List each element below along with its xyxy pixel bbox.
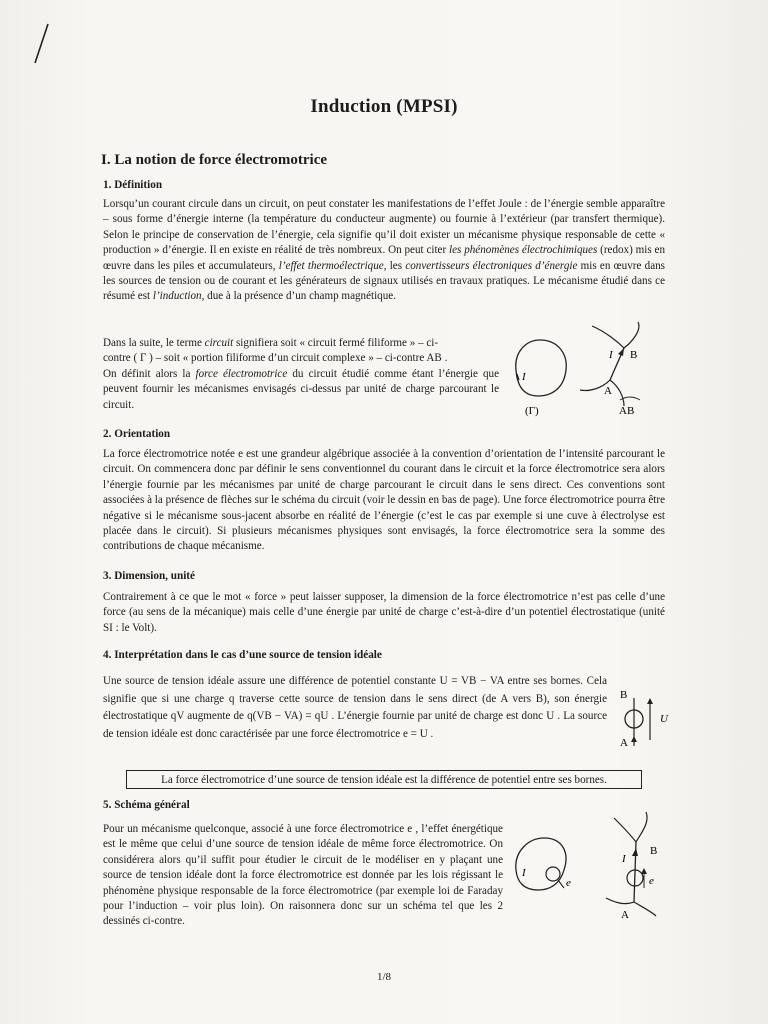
portion-current-label: I [609, 349, 613, 361]
definition-run-8: , due à la présence d’un champ magnétique. [201, 290, 396, 303]
definition-run-6: mis en œuvre dans les sources de tension ou de courant et les générateurs de signaux utilisés en travaux pratiques. Le mécanisme étudié dans ce résumé est [103, 259, 665, 303]
section-1-title: I. La notion de force électromotrice [101, 152, 328, 168]
point-a-label: A [621, 909, 629, 920]
current-arrow-icon [631, 736, 637, 742]
current-label: I [522, 371, 526, 383]
portion-current-label: I [622, 853, 626, 865]
circuit-def-run-0: Dans la suite, le terme [103, 337, 205, 349]
definition-run-3: l’effet thermoélectrique [278, 259, 384, 272]
document-title: Induction (MPSI) [310, 96, 458, 117]
portion-emf-label: e [649, 875, 654, 887]
general-scheme-figure [506, 808, 686, 920]
ideal-source-paragraph: Une source de tension idéale assure une différence de potentiel constante U = VB − VA entre ses bornes. Cela signifie que si une charge q traverse cette source de tension dans le sens direct (de A vers B), son énergie électrostatique qV augmente de q(VB − VA) = qU . L’énergie fournie par unité de charge est donc U . La source de tension idéale est donc caractérisée par une force électromotrice e = U . [103, 675, 607, 740]
arrow-head-icon [618, 348, 624, 356]
emf-def-run-0: On définit alors la [103, 368, 196, 380]
emf-def-run-1: force électromotrice [195, 368, 288, 380]
definition-run-5: convertisseurs électroniques d’énergie [405, 259, 578, 272]
definition-run-2: (redox) mis en œuvre dans les piles et accumulateurs, [103, 244, 666, 272]
loop-current-label: I [522, 867, 526, 879]
definition-run-4: , les [383, 259, 406, 272]
general-scheme-paragraph: Pour un mécanisme quelconque, associé à une force électromotrice e , l’effet énergétique est le même que celui d’une source de tension idéale de même force électromotrice. On considérera alors qu’il suffit pour étudier le circuit de le modéliser en y plaçant une source de tension idéale dont la force électromotrice est donnée par les lois régissant le phénomène physique responsable de la force électromotrice (par exemple loi de Faraday pour l’induction – voir plus loin). On raisonnera donc sur un schéma tel que les 2 dessinés ci-contre. [103, 823, 503, 928]
closed-circuit-loop [516, 340, 566, 396]
definition-paragraph [103, 197, 665, 305]
subsection-5-title: 5. Schéma général [103, 799, 190, 811]
gamma-label: (Γ) [525, 405, 539, 417]
subsection-4-title: 4. Interprétation dans le cas d’une source de tension idéale [103, 649, 382, 661]
terminal-b-label: B [620, 689, 628, 701]
key-statement-box: La force électromotrice d’une source de tension idéale est la différence de potentiel entre ses bornes. [126, 770, 642, 789]
closed-circuit-and-portion-figure [502, 318, 682, 422]
page-number: 1/8 [376, 971, 392, 983]
subsection-3-title: 3. Dimension, unité [103, 570, 195, 582]
source-circle [546, 867, 560, 881]
arc-ab-label: AB [619, 405, 635, 417]
emf-definition-paragraph [103, 367, 499, 413]
arrow-head-icon [632, 848, 638, 856]
point-b-label: B [630, 349, 638, 361]
orientation-paragraph: La force électromotrice notée e est une grandeur algébrique associée à la convention d’orientation de l’intensité parcourant le circuit. On commencera donc par définir le sens conventionnel du courant dans le circuit et la force électromotrice sera alors l’énergie fournie par les mécanismes par unité de charge parcourant le circuit dans le sens direct. Ces conventions sont associées à la présence de flèches sur le schéma du circuit (voir le dessin en bas de page). Une force électromotrice pourra être négative si le mécanisme sous-jacent absorbe en réalité de l’énergie (c’est le cas par exemple si une cuve à électrolyse est placée dans le circuit). Si plusieurs mécanismes physiques sont envisagés, la force électromotrice sera la somme des contributions de chaque mécanisme. [103, 448, 665, 553]
point-b-label: B [650, 845, 658, 857]
emf-def-run-2: du circuit étudié comme étant l’énergie que peuvent fournir les mécanismes envisagés ci-dessus par unité de charge parcourant le circuit. [103, 368, 499, 411]
definition-run-0: Lorsqu’un courant circule dans un circuit, on peut constater les manifestations de l’effet Joule : de l’énergie semble apparaître – sous forme d’énergie interne (la température du conducteur augmente) ou fournie à l’extérieur (par transfert thermique). Selon le principe de conservation de l’énergie, cela signifie qu’il doit exister un mécanisme physique responsable de cette « production » d’énergie. Il en existe en réalité de très nombreux. On peut citer [103, 198, 665, 257]
circuit-definition-line-2: contre ( Γ ) – soit « portion filiforme d’un circuit complexe » – ci-contre AB . [103, 352, 448, 364]
voltage-label: U [660, 713, 668, 725]
circuit-definition-line-1 [103, 336, 507, 351]
definition-run-1: les phénomènes électrochimiques [449, 244, 598, 257]
terminal-a-label: A [620, 737, 628, 749]
closed-circuit-loop [516, 838, 566, 890]
subsection-1-title: 1. Définition [103, 179, 163, 191]
handwritten-slash-mark [32, 22, 52, 66]
point-a-label: A [604, 385, 612, 397]
ideal-voltage-source-figure [612, 686, 676, 752]
subsection-2-title: 2. Orientation [103, 428, 171, 440]
circuit-def-run-2: signifiera soit « circuit fermé filiforme » – ci- [233, 337, 439, 349]
loop-emf-label: e [566, 877, 571, 889]
definition-run-7: l’induction [152, 290, 202, 303]
dimension-paragraph: Contrairement à ce que le mot « force » peut laisser supposer, la dimension de la force électromotrice n’est pas celle d’une force (au sens de la mécanique) mais celle d’une énergie par unité de charge c’est-à-dire d’un potentiel électrostatique (unité SI : le Volt). [103, 591, 665, 634]
circuit-def-run-1: circuit [204, 337, 234, 349]
